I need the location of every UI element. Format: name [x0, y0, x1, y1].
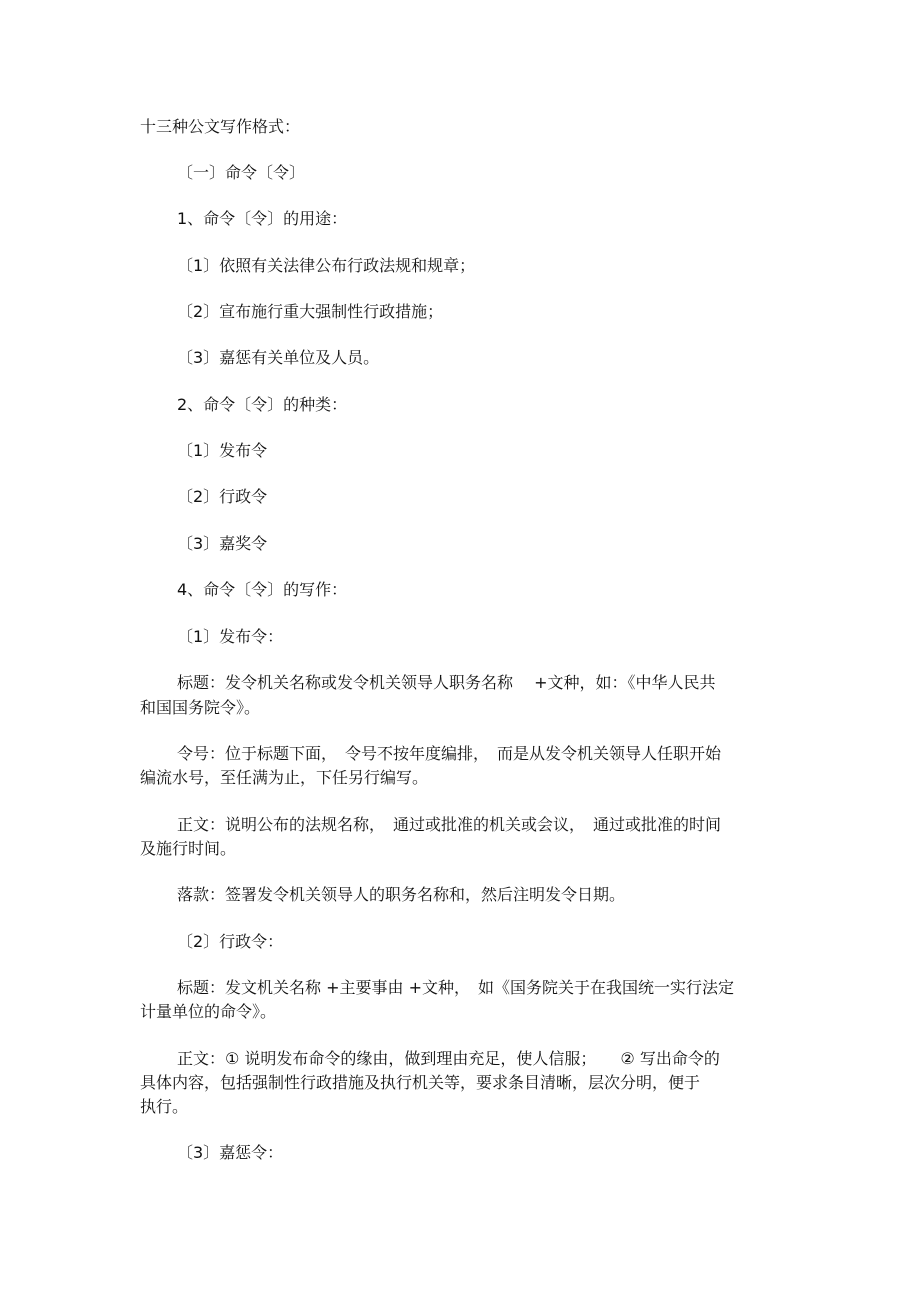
admin-order-title-text: 标题：发文机关名称 +主要事由 +文种， 如《国务院关于在我国统一实行法定 — [177, 978, 734, 997]
publish-order-body-text: 正文：说明公布的法规名称， 通过或批准的机关或会议， 通过或批准的时间 — [177, 815, 722, 834]
writing-heading: 4、命令〔令〕的写作： — [177, 580, 348, 599]
types-heading: 2、命令〔令〕的种类： — [177, 395, 348, 414]
publish-order-number-text: 编流水号，至任满为止，下任另行编写。 — [140, 768, 429, 787]
document-title: 十三种公文写作格式： — [140, 117, 301, 136]
publish-order-title-text: 和国国务院令》。 — [140, 698, 261, 717]
type-item: 〔3〕嘉奖令 — [177, 534, 268, 553]
admin-order-body-text: 具体内容，包括强制性行政措施及执行机关等，要求条目清晰，层次分明，便于 — [140, 1073, 701, 1092]
publish-order-signature-text: 落款：签署发令机关领导人的职务名称和，然后注明发令日期。 — [177, 885, 626, 904]
usage-item: 〔3〕嘉惩有关单位及人员。 — [177, 348, 380, 367]
publish-order-body-text: 及施行时间。 — [140, 839, 237, 858]
type-item: 〔1〕发布令 — [177, 441, 268, 460]
publish-order-title-text: 标题：发令机关名称或发令机关领导人职务名称 +文种，如：《中华人民共 — [177, 673, 716, 692]
usage-item: 〔1〕依照有关法律公布行政法规和规章； — [177, 256, 476, 275]
section-heading: 〔一〕命令〔令〕 — [177, 163, 306, 182]
publish-order-heading: 〔1〕发布令： — [177, 627, 284, 646]
admin-order-body-text: 正文：① 说明发布命令的缘由，做到理由充足，使人信服； ② 写出命令的 — [177, 1049, 720, 1068]
publish-order-number-text: 令号：位于标题下面， 令号不按年度编排， 而是从发令机关领导人任职开始 — [177, 744, 722, 763]
admin-order-body-text: 执行。 — [140, 1097, 189, 1116]
usage-heading: 1、命令〔令〕的用途： — [177, 209, 348, 228]
usage-item: 〔2〕宣布施行重大强制性行政措施； — [177, 302, 444, 321]
admin-order-title-text: 计量单位的命令》。 — [140, 1002, 277, 1021]
reward-order-heading: 〔3〕嘉惩令： — [177, 1143, 284, 1162]
admin-order-heading: 〔2〕行政令： — [177, 932, 284, 951]
type-item: 〔2〕行政令 — [177, 487, 268, 506]
